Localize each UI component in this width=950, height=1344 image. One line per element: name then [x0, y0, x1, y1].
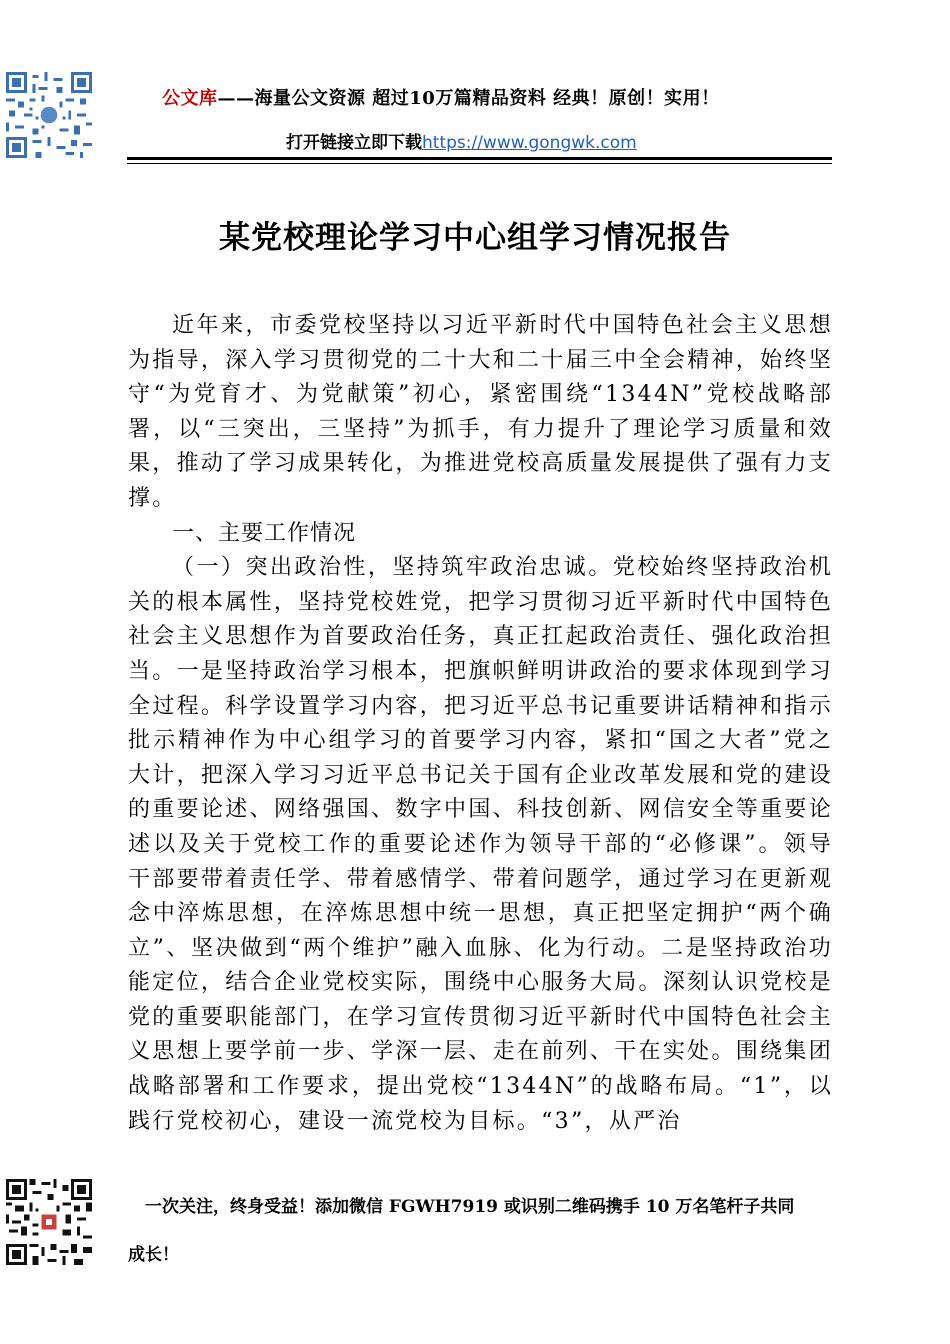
download-prefix: 打开链接立即下载	[286, 133, 422, 153]
header-rule-thick	[127, 157, 832, 160]
header-rule-thin	[127, 163, 832, 164]
header-download-line	[286, 128, 637, 153]
body-paragraph: （一）突出政治性，坚持筑牢政治忠诚。党校始终坚持政治机关的根本属性，坚持党校姓党，把学习贯彻习近平新时代中国特色社会主义思想作为首要政治任务，真正扛起政治责任、强化政治担当。一是坚持政治学习根本，把旗帜鲜明讲政治的要求体现到学习全过程。科学设置学习内容，把习近平总书记重要讲话精神和指示批示精神作为中心组学习的首要学习内容，紧扣“国之大者”党之大计，把深入学习习近平总书记关于国有企业改革发展和党的建设的重要论述、网络强国、数字中国、科技创新、网信安全等重要论述以及关于党校工作的重要论述作为领导干部的“必修课”。领导干部要带着责任学、带着感情学、带着问题学，通过学习在更新观念中淬炼思想，在淬炼思想中统一思想，真正把坚定拥护“两个确立”、坚决做到“两个维护”融入血脉、化为行动。二是坚持政治功能定位，结合企业党校实际，围绕中心服务大局。深刻认识党校是党的重要职能部门，在学习宣传贯彻习近平新时代中国特色社会主义思想上要学前一步、学深一层、走在前列、干在实处。围绕集团战略部署和工作要求，提出党校“1344N”的战略布局。“1”，以践行党校初心，建设一流党校为目标。“3”，从严治	[128, 555, 833, 1134]
brand-name: 公文库	[162, 88, 218, 109]
footer-promo-line: 一次关注，终身受益！添加微信 FGWH7919 或识别二维码携手 10 万名笔杆子共同	[145, 1197, 795, 1217]
header-tagline: ——海量公文资源 超过10万篇精品资料 经典！原创！实用！	[217, 88, 720, 109]
website-link[interactable]: https://www.gongwk.com	[422, 133, 637, 153]
wechat-qr-code-icon	[6, 1179, 92, 1265]
qr-code-icon	[6, 72, 92, 158]
footer-promo-line-continued: 成长！	[128, 1245, 179, 1265]
document-body	[128, 309, 833, 1139]
section-heading: 一、主要工作情况	[172, 520, 357, 546]
header-promo-line	[162, 84, 720, 110]
intro-paragraph: 近年来，市委党校坚持以习近平新时代中国特色社会主义思想为指导，深入学习贯彻党的二十大和二十届三中全会精神，始终坚守“为党育才、为党献策”初心，紧密围绕“1344N”党校战略部署，以“三突出，三坚持”为抓手，有力提升了理论学习质量和效果，推动了学习成果转化，为推进党校高质量发展提供了强有力支撑。	[128, 313, 833, 511]
document-title: 某党校理论学习中心组学习情况报告	[219, 220, 731, 256]
